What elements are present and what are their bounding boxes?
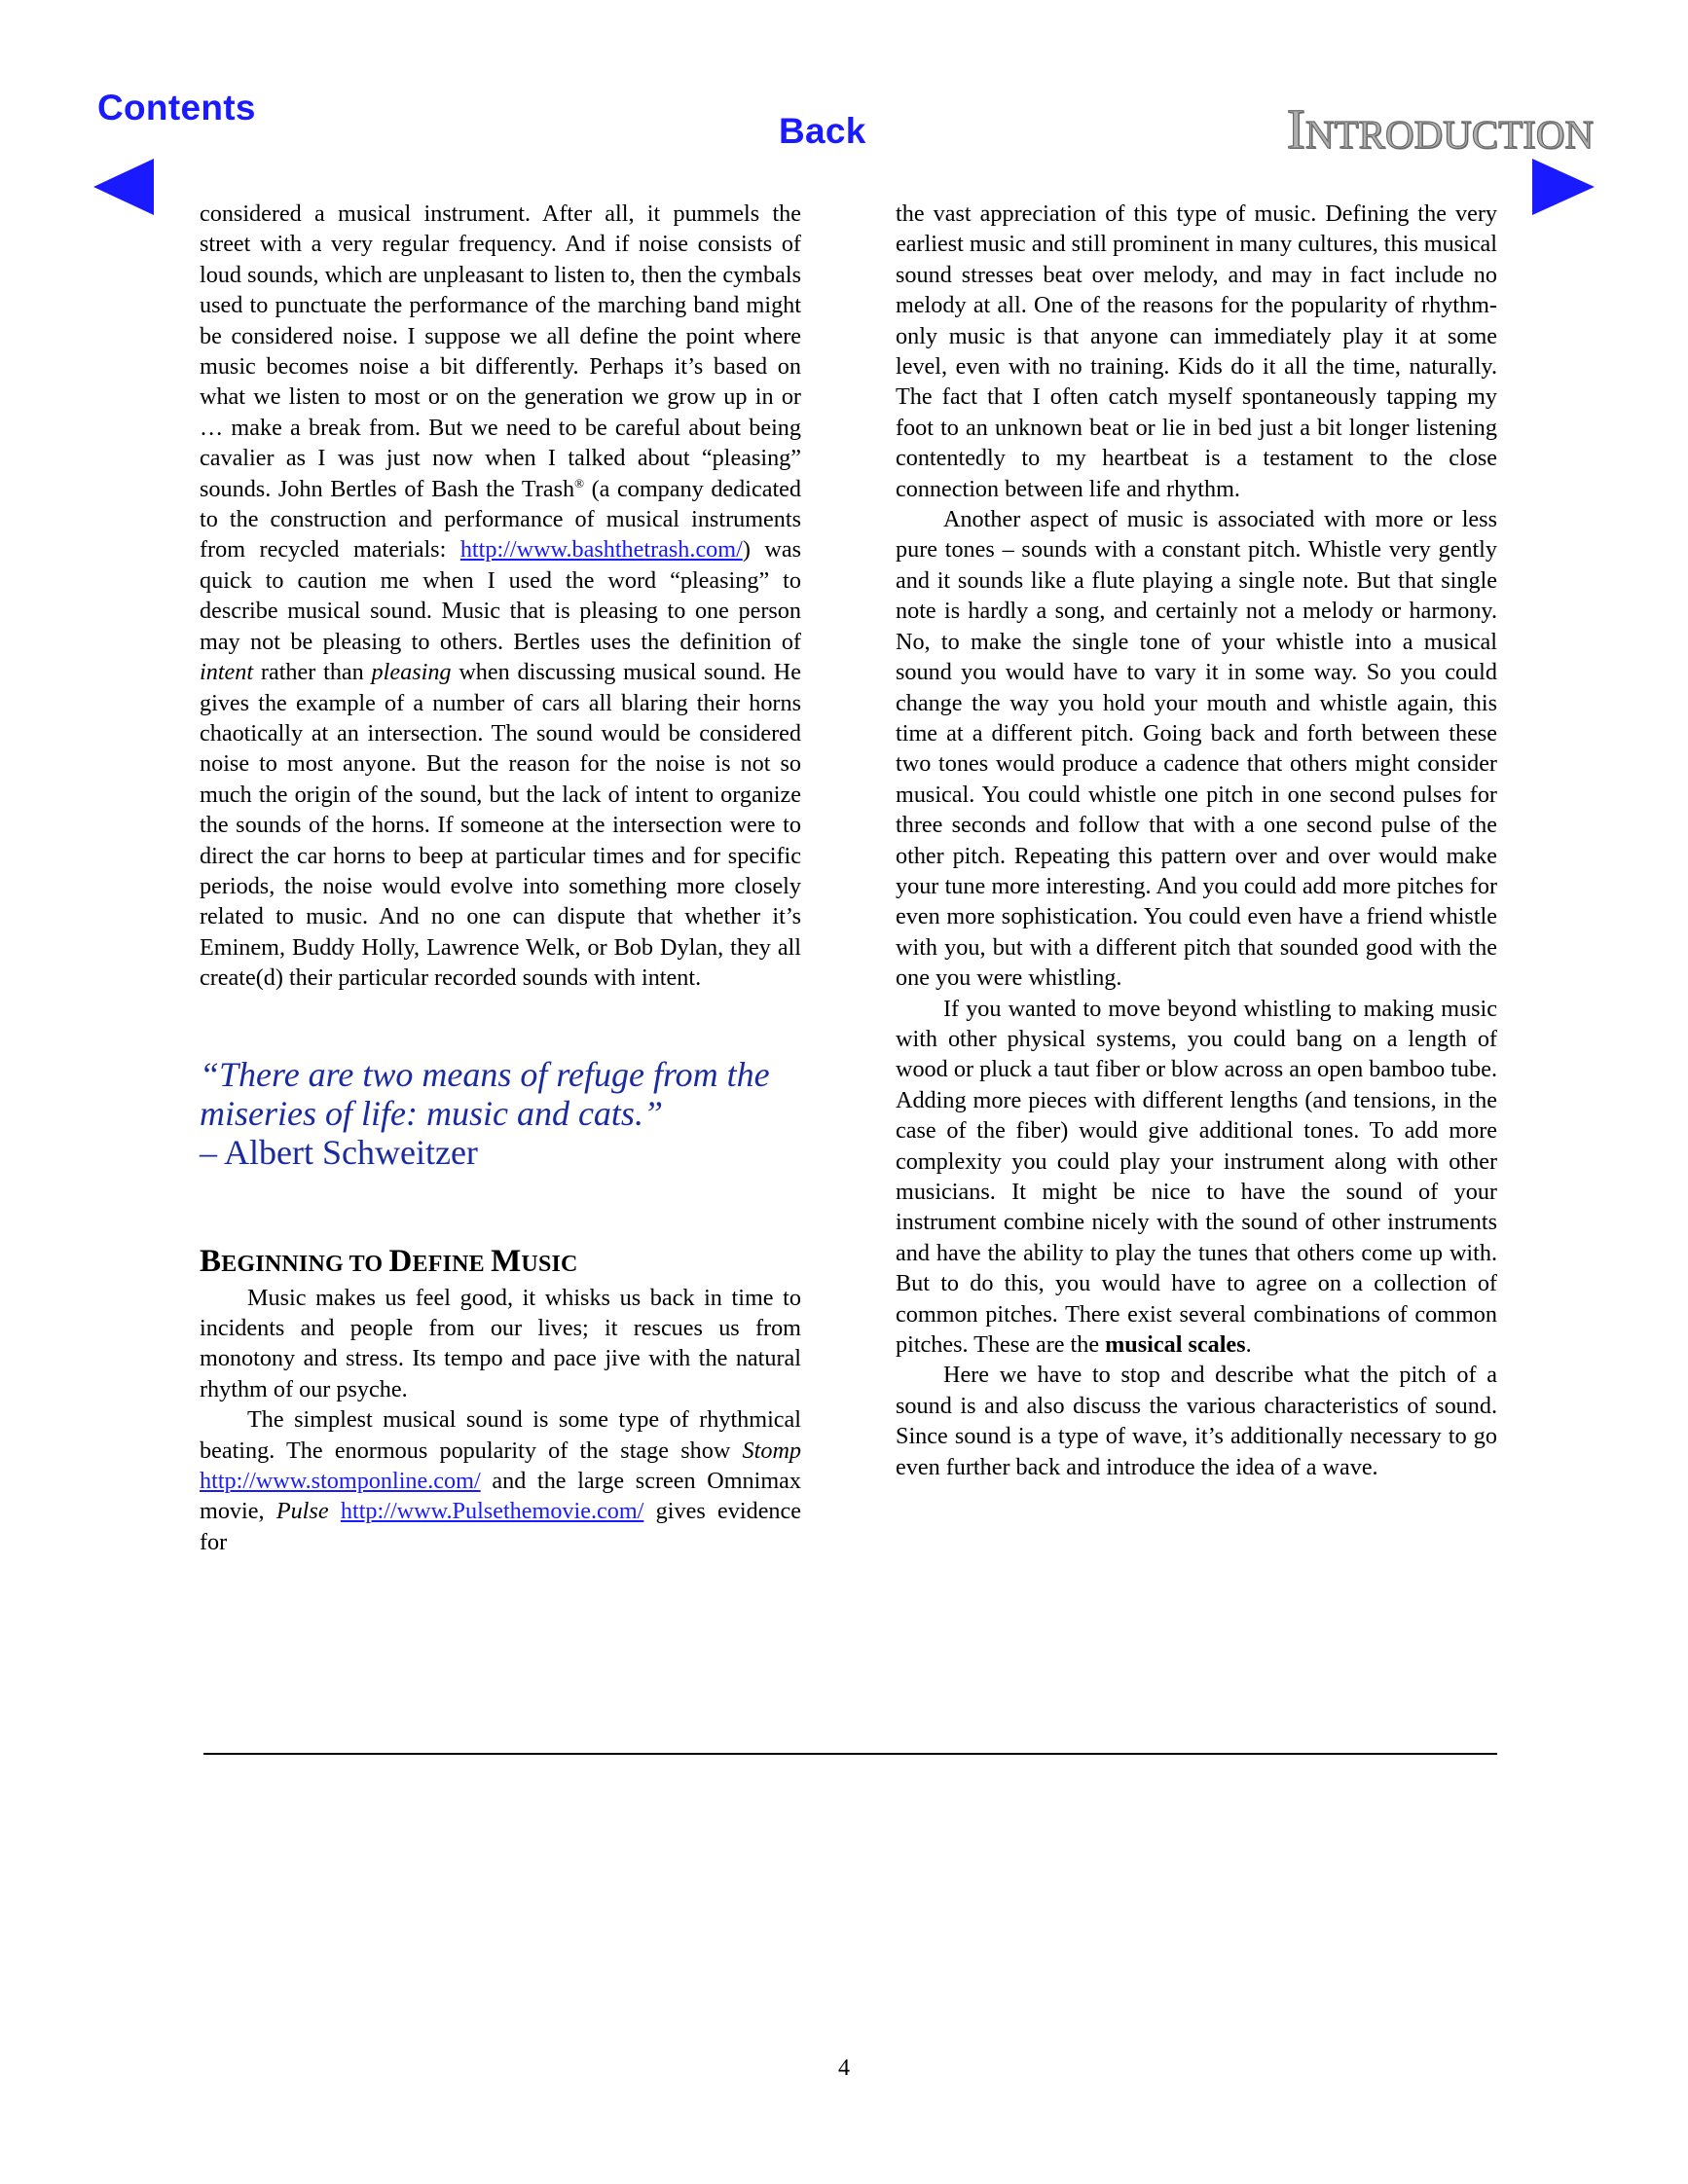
section-title: Introduction	[1286, 97, 1594, 161]
bashthetrash-link[interactable]: http://www.bashthetrash.com/	[459, 536, 743, 564]
pulse-link[interactable]: http://www.Pulsethemovie.com/	[340, 1498, 644, 1525]
right-column	[896, 199, 1497, 1482]
quote-text: “There are two means of refuge from the miseries of life: music and cats.”	[200, 1054, 770, 1133]
quote	[200, 1055, 801, 1172]
registered-mark: ®	[574, 475, 584, 491]
stomp-link[interactable]: http://www.stomponline.com/	[200, 1468, 481, 1494]
paragraph: Here we have to stop and describe what the pitch of a sound is and also discuss the various characteristics of sound. Since sound is a type of wave, it’s additionally necessary to go even further back and introduce the idea of a wave.	[896, 1362, 1497, 1480]
page-number: 4	[838, 2056, 850, 2081]
paragraph: Music makes us feel good, it whisks us back in time to incidents and people from our lives; it rescues us from monotony and stress. Its tempo and pace jive with the natural rhythm of our psyche.	[200, 1284, 801, 1402]
quote-author: – Albert Schweitzer	[200, 1132, 478, 1172]
left-arrow-icon[interactable]	[93, 159, 154, 215]
paragraph: the vast appreciation of this type of music. Defining the very earliest music and still prominent in many cultures, this musical sound stresses beat over melody, and may in fact include no melody at all. One of the reasons for the popularity of rhythm-only music is that anyone can immediately play it at some level, even with no training. Kids do it all the time, naturally. The fact that I often catch myself spontaneously tapping my foot to an unknown beat or lie in bed just a bit longer listening contentedly to my heartbeat is a testament to the close connection between life and rhythm.	[896, 200, 1498, 502]
paragraph: If you wanted to move beyond whistling to making music with other physical systems, you could bang on a length of wood or pluck a taut fiber or blow across an open bamboo tube. Adding more pieces with different lengths (and tensions, in the case of the fiber) would give additional tones. To add more complexity you could play your instrument along with other musicians. It might be nice to have the sound of your instrument combine nicely with the sound of other instruments and have the ability to play the tunes that others come up with. But to do this, you would have to agree on a collection of common pitches. There exist several combinations of common pitches. These are the musical scales.	[896, 995, 1497, 1359]
left-column	[200, 199, 801, 1557]
back-link[interactable]: Back	[779, 111, 866, 151]
paragraph: The simplest musical sound is some type of rhythmical beating. The enormous popularity of the stage show Stomp http://www.stomponline.com/ and the large screen Omnimax movie, Pulse http://www.Pulsethemovie.com/ gives evidence for	[200, 1406, 801, 1555]
contents-link[interactable]: Contents	[97, 88, 256, 127]
paragraph: considered a musical instrument. After all, it pummels the street with a very regular frequency. And if noise consists of loud sounds, which are unpleasant to listen to, then the cymbals used to punctuate the performance of the marching band might be considered noise. I suppose we all define the point where music becomes noise a bit differently. Perhaps it’s based on what we listen to most or on the generation we grow up in or … make a break from. But we need to be careful about being cavalier as I was just now when I talked about “pleasing” sounds. John Bertles of Bash the Trash® (a company dedicated to the construction and performance of musical instruments from recycled materials: http://www.bashthetrash.com/) was quick to caution me when I used the word “pleasing” to describe musical sound. Music that is pleasing to one person may not be pleasing to others. Bertles uses the definition of intent rather than pleasing when discussing musical sound. He gives the example of a number of cars all blaring their horns chaotically at an intersection. The sound would be considered noise to most anyone. But the reason for the noise is not so much the origin of the sound, but the lack of intent to organize the sounds of the horns. If someone at the intersection were to direct the car horns to beep at particular times and for specific periods, the noise would evolve into something more closely related to music. And no one can dispute that whether it’s Eminem, Buddy Holly, Lawrence Welk, or Bob Dylan, they all create(d) their particular recorded sounds with intent.	[200, 200, 801, 992]
paragraph: Another aspect of music is associated with more or less pure tones – sounds with a constant pitch. Whistle very gently and it sounds like a flute playing a single note. But that single note is hardly a song, and certainly not a melody or harmony. No, to make the single tone of your whistle into a musical sound you would have to vary it in some way. So you could change the way you hold your mouth and whistle again, this time at a different pitch. Going back and forth between these two tones would produce a cadence that others might consider musical. You could whistle one pitch in one second pulses for three seconds and follow that with a one second pulse of the other pitch. Repeating this pattern over and over would make your tune more interesting. And you could add more pitches for even more sophistication. You could even have a friend whistle with you, but with a different pitch that sounded good with the one you were whistling.	[896, 506, 1497, 992]
divider	[203, 1753, 1497, 1755]
section-heading: BEGINNING TO DEFINE MUSIC	[200, 1243, 578, 1279]
right-arrow-icon[interactable]	[1532, 159, 1595, 215]
